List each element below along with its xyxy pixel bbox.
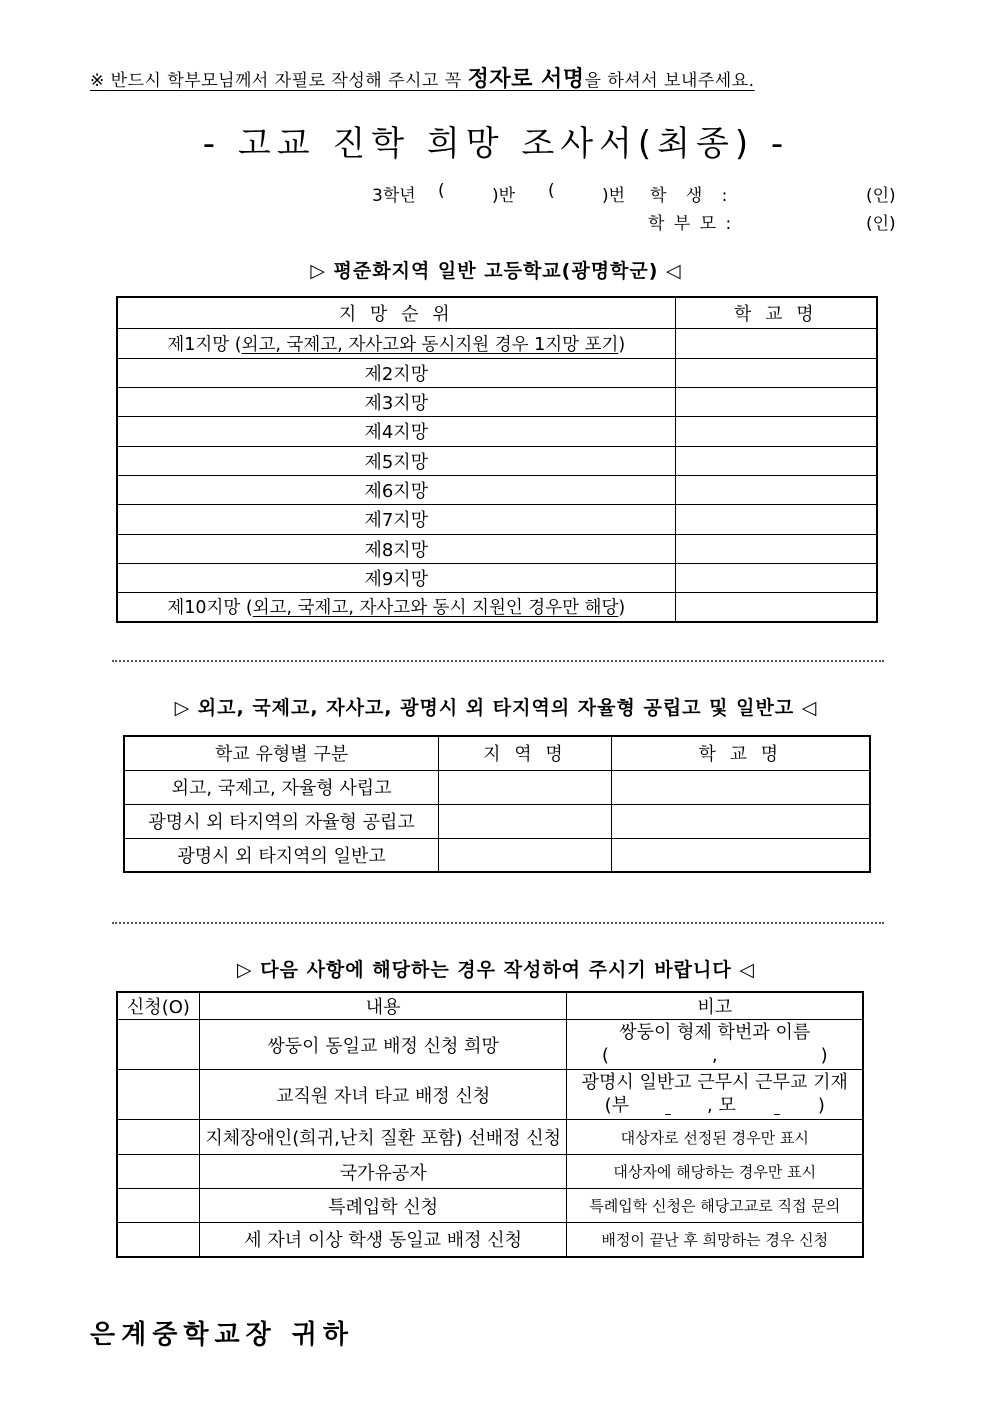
school-name-cell[interactable]	[675, 328, 877, 358]
notice-pre: 반드시 학부모님께서 자필로 작성해 주시고 꼭	[110, 71, 462, 91]
apply-cell[interactable]	[117, 1155, 199, 1189]
school-name-cell[interactable]	[675, 592, 877, 622]
section1-title: ▷ 평준화지역 일반 고등학교(광명학군) ◁	[310, 260, 682, 282]
table-row	[117, 563, 877, 592]
table-row	[124, 838, 870, 872]
table-row	[117, 328, 877, 358]
other-region-table	[123, 735, 871, 873]
header-school-type: 학교 유형별 구분	[124, 736, 439, 770]
table-row	[117, 446, 877, 475]
student-seal: (인)	[866, 186, 896, 206]
divider	[112, 660, 884, 662]
request-note: 대상자로 선정된 경우만 표시	[567, 1120, 863, 1155]
number-open: (	[548, 181, 555, 201]
request-content: 교직원 자녀 타교 배정 신청	[199, 1070, 567, 1120]
choice-1-label: 제1지망 (외고, 국제고, 자사고와 동시지원 경우 1지망 포기)	[117, 328, 675, 358]
apply-cell[interactable]	[117, 1223, 199, 1257]
notice-symbol: ※	[90, 71, 105, 91]
parent-label: 학 부 모 :	[648, 214, 732, 234]
request-content: 세 자녀 이상 학생 동일교 배정 신청	[199, 1223, 567, 1257]
table-row	[117, 358, 877, 387]
school-type-label: 광명시 외 타지역의 자율형 공립고	[124, 804, 439, 838]
choice-label: 제5지망	[117, 446, 675, 475]
parent-seal: (인)	[866, 214, 896, 234]
divider	[112, 922, 884, 924]
header-content: 내용	[199, 992, 567, 1020]
region-name-cell[interactable]	[439, 838, 611, 872]
request-note: 대상자에 해당하는 경우만 표시	[567, 1155, 863, 1189]
school-name-cell[interactable]	[675, 387, 877, 416]
special-request-table	[116, 991, 864, 1258]
request-note: 특례입학 신청은 해당고교로 직접 문의	[567, 1189, 863, 1223]
notice	[90, 62, 755, 93]
request-note: 쌍둥이 형제 학번과 이름 ( , )	[567, 1020, 863, 1070]
request-content: 쌍둥이 동일교 배정 신청 희망	[199, 1020, 567, 1070]
table-row	[117, 1155, 863, 1189]
request-content: 특례입학 신청	[199, 1189, 567, 1223]
school-name-cell[interactable]	[611, 770, 870, 804]
school-name-cell[interactable]	[675, 358, 877, 387]
notice-post: 을 하셔서 보내주세요.	[584, 71, 755, 91]
school-name-cell[interactable]	[611, 804, 870, 838]
table-row	[117, 1070, 863, 1120]
table-row	[117, 1120, 863, 1155]
number-label: )번	[602, 186, 626, 206]
choice-label: 제4지망	[117, 416, 675, 446]
choice-label: 제9지망	[117, 563, 675, 592]
request-content: 국가유공자	[199, 1155, 567, 1189]
header-note: 비고	[567, 992, 863, 1020]
class-label: )반	[492, 186, 516, 206]
table-row	[117, 504, 877, 534]
table-row	[117, 592, 877, 622]
apply-cell[interactable]	[117, 1120, 199, 1155]
school-type-label: 외고, 국제고, 자율형 사립고	[124, 770, 439, 804]
school-name-cell[interactable]	[675, 563, 877, 592]
request-note: 배정이 끝난 후 희망하는 경우 신청	[567, 1223, 863, 1257]
apply-cell[interactable]	[117, 1189, 199, 1223]
school-name-cell[interactable]	[611, 838, 870, 872]
header-school-name: 학 교 명	[611, 736, 870, 770]
header-choice-rank: 지 망 순 위	[117, 297, 675, 328]
choice-label: 제3지망	[117, 387, 675, 416]
school-type-label: 광명시 외 타지역의 일반고	[124, 838, 439, 872]
choice-label: 제7지망	[117, 504, 675, 534]
class-open: (	[438, 181, 445, 201]
choice-label: 제8지망	[117, 534, 675, 563]
footer-addressee: 은계중학교장 귀하	[90, 1320, 354, 1350]
choice-label: 제2지망	[117, 358, 675, 387]
school-name-cell[interactable]	[675, 475, 877, 504]
table-row	[117, 475, 877, 504]
section2-title: ▷ 외고, 국제고, 자사고, 광명시 외 타지역의 자율형 공립고 및 일반고 ◁	[174, 697, 818, 719]
student-label: 학 생 :	[650, 186, 728, 206]
region-name-cell[interactable]	[439, 804, 611, 838]
request-content: 지체장애인(희귀,난치 질환 포함) 선배정 신청	[199, 1120, 567, 1155]
choice-label: 제6지망	[117, 475, 675, 504]
school-name-cell[interactable]	[675, 534, 877, 563]
apply-cell[interactable]	[117, 1020, 199, 1070]
section3-title: ▷ 다음 사항에 해당하는 경우 작성하여 주시기 바랍니다 ◁	[237, 959, 755, 981]
notice-emphasis: 정자로 서명	[467, 67, 585, 92]
apply-cell[interactable]	[117, 1070, 199, 1120]
choice-10-label: 제10지망 (외고, 국제고, 자사고와 동시 지원인 경우만 해당)	[117, 592, 675, 622]
header-apply: 신청(O)	[117, 992, 199, 1020]
school-name-cell[interactable]	[675, 416, 877, 446]
grade-label: 3학년	[372, 186, 416, 206]
header-region-name: 지 역 명	[439, 736, 611, 770]
page-title: - 고교 진학 희망 조사서(최종) -	[202, 124, 790, 164]
table-row	[117, 1020, 863, 1070]
table-row	[117, 416, 877, 446]
table-row	[124, 804, 870, 838]
choice-table	[116, 296, 878, 623]
table-row	[117, 534, 877, 563]
school-name-cell[interactable]	[675, 446, 877, 475]
request-note: 광명시 일반고 근무시 근무교 기재 (부 , 모 )	[567, 1070, 863, 1120]
student-signature-line	[372, 181, 416, 206]
table-row	[117, 1223, 863, 1257]
school-name-cell[interactable]	[675, 504, 877, 534]
table-row	[117, 1189, 863, 1223]
table-row	[124, 770, 870, 804]
region-name-cell[interactable]	[439, 770, 611, 804]
table-row	[117, 387, 877, 416]
header-school-name: 학 교 명	[675, 297, 877, 328]
